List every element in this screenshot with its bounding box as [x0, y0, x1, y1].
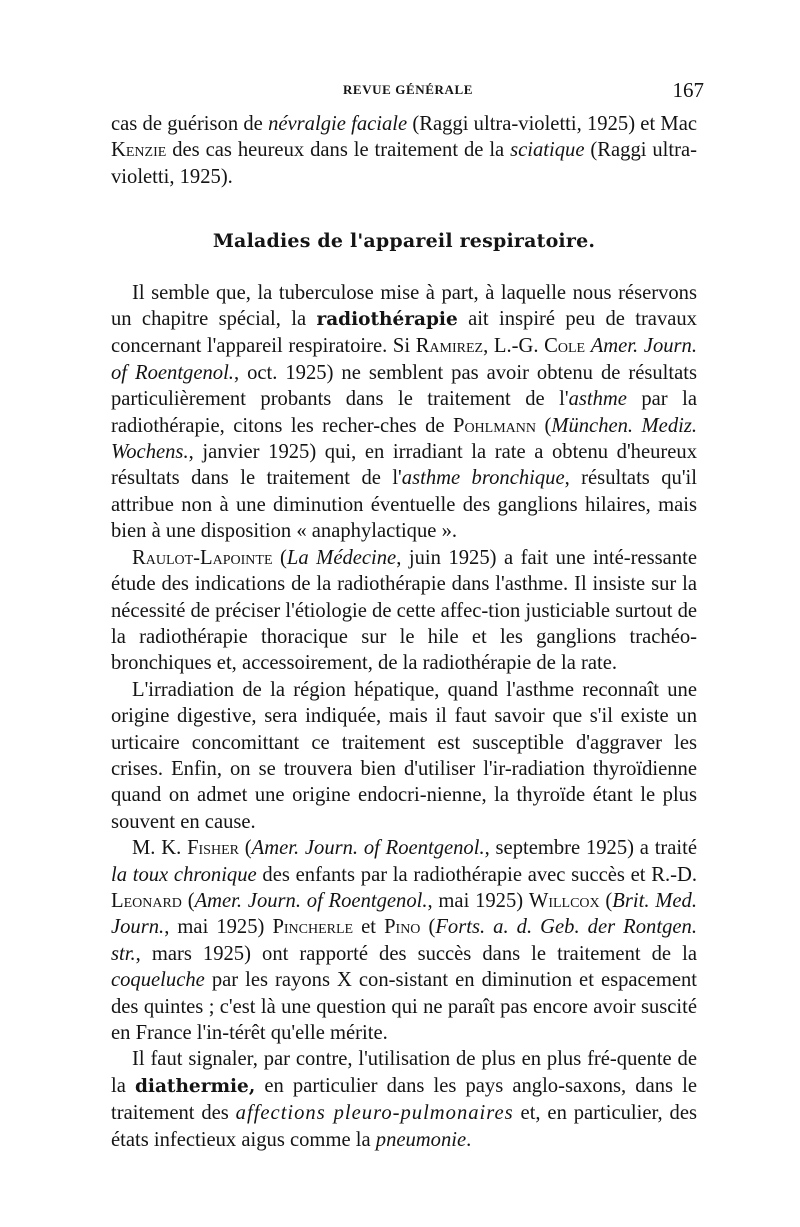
text-run: (: [272, 546, 287, 569]
body-text: [111, 111, 697, 1153]
section-heading: Maladies de l'appareil respiratoire.: [212, 230, 596, 253]
paragraph: [111, 1046, 697, 1153]
text-run: (Raggi ultra-violetti, 1925).: [111, 139, 697, 188]
author-name: Pincherle: [272, 916, 354, 939]
italic-term: affections pleuro-pulmonaires: [235, 1102, 514, 1125]
text-run: Il semble que, la tuberculose mise à part, à laquelle nous réservons un chapitre spécial, la: [111, 281, 697, 331]
journal-citation: Forts. a. d. Geb. der Rontgen. str.: [111, 916, 697, 965]
text-run: (: [238, 837, 252, 860]
text-run: , septembre 1925) a traité: [484, 837, 698, 860]
paragraph: [111, 280, 697, 545]
text-run: (: [181, 889, 195, 912]
text-run: .: [466, 1128, 472, 1151]
author-name: Kenzie: [111, 139, 167, 162]
italic-term: asthme: [568, 388, 627, 411]
author-name: Leonard: [111, 889, 182, 912]
text-run: , mars 1925) ont rapporté des succès dans le traitement de la: [135, 942, 697, 965]
journal-citation: München. Mediz. Wochens.: [111, 414, 698, 464]
paragraph: [111, 545, 697, 677]
journal-citation: Amer. Journ. of Roentgenol.: [111, 335, 697, 384]
italic-term: asthme bronchique: [401, 467, 565, 490]
text-run: (: [536, 414, 552, 437]
text-run: , janvier 1925) qui, en irradiant la rate a obtenu d'heureux résultats dans le traitement de l': [111, 441, 697, 490]
paragraph: [111, 835, 697, 1046]
text-run: (: [420, 916, 436, 939]
bold-term: radiothérapie: [316, 309, 458, 331]
running-header: [110, 78, 706, 104]
author-name: Fisher: [187, 837, 239, 860]
author-name: Cole: [544, 335, 586, 358]
running-title: REVUE GÉNÉRALE: [342, 82, 474, 97]
text-run: Il faut signaler, par contre, l'utilisation de plus en plus fré-quente de la: [111, 1048, 697, 1097]
italic-term: névralgie faciale: [268, 113, 408, 135]
author-name: Willcox: [528, 889, 600, 912]
text-run: (Raggi ultra-violetti, 1925) et Mac: [407, 113, 697, 135]
author-name: Pino: [384, 916, 421, 939]
text-run: , résultats qu'il attribue non à une diminution éventuelle des ganglions hilaires, mais bien à une disposition « anaphylactique ».: [111, 467, 697, 543]
text-run: , oct. 1925) ne semblent pas avoir obtenu de résultats particulièrement probants dans le traitement de l': [111, 361, 697, 411]
text-run: en particulier dans les pays anglo-saxons, dans le traitement des: [111, 1074, 698, 1125]
journal-citation: Amer. Journ. of Roentgenol.: [194, 889, 428, 912]
text-run: et, en particulier, des états infectieux aigus comme la: [111, 1102, 697, 1151]
italic-term: pneumonie: [375, 1128, 467, 1151]
text-run: (: [599, 889, 613, 912]
text-run: , mai 1925): [427, 889, 529, 912]
italic-term: sciatique: [510, 139, 585, 162]
text-run: par la radiothérapie, citons les recher-ches de: [111, 388, 697, 437]
text-run: des cas heureux dans le traitement de la: [166, 139, 511, 162]
paragraph-continuation: [111, 111, 697, 190]
italic-term: la toux chronique: [111, 863, 257, 886]
text-run: ait inspiré peu de travaux concernant l'appareil respiratoire. Si: [111, 308, 697, 358]
text-run: , juin 1925) a fait une inté-ressante étude des indications de la radiothérapie dans l'asthme. Il insiste sur la nécessité de préciser l'étiologie de cette affec-tion justiciable surtout de la radiothérapie thoracique sur le hile et les ganglions trachéo-bronchiques et, accessoirement, de la radiothérapie de la rate.: [111, 546, 698, 675]
text-run: , L.-G.: [483, 335, 545, 358]
text-run: par les rayons X con-sistant en diminution et espacement des quintes ; c'est là une question qui ne paraît pas encore avoir suscité en France l'in-térêt qu'elle mérite.: [111, 969, 697, 1044]
paragraph: [111, 677, 697, 835]
text-run: M. K.: [132, 837, 188, 860]
page-number: 167: [672, 78, 704, 102]
text-run: cas de guérison de: [111, 113, 269, 135]
text-run: des enfants par la radiothérapie avec succès et R.-D.: [256, 863, 697, 886]
journal-citation: Brit. Med. Journ.: [111, 889, 697, 939]
text-run: , mai 1925): [164, 916, 273, 939]
journal-citation: Amer. Journ. of Roentgenol.: [251, 837, 485, 860]
author-name: Ramirez: [415, 335, 484, 358]
author-name: Pohlmann: [452, 414, 536, 437]
text-run: L'irradiation de la région hépatique, quand l'asthme reconnaît une origine digestive, sera indiquée, mais il faut savoir que s'il existe un urticaire concomittant ce traitement est susceptible d'aggraver les crises. Enfin, on se trouvera bien d'utiliser l'ir-radiation thyroïdienne quand on admet une origine endocri-nienne, la thyroïde étant le plus souvent en cause.: [111, 678, 697, 833]
author-name: Raulot-Lapointe: [132, 546, 273, 569]
journal-citation: La Médecine: [286, 546, 397, 569]
bold-term: diathermie,: [134, 1075, 256, 1097]
text-run: et: [353, 916, 385, 939]
italic-term: coqueluche: [111, 969, 205, 992]
